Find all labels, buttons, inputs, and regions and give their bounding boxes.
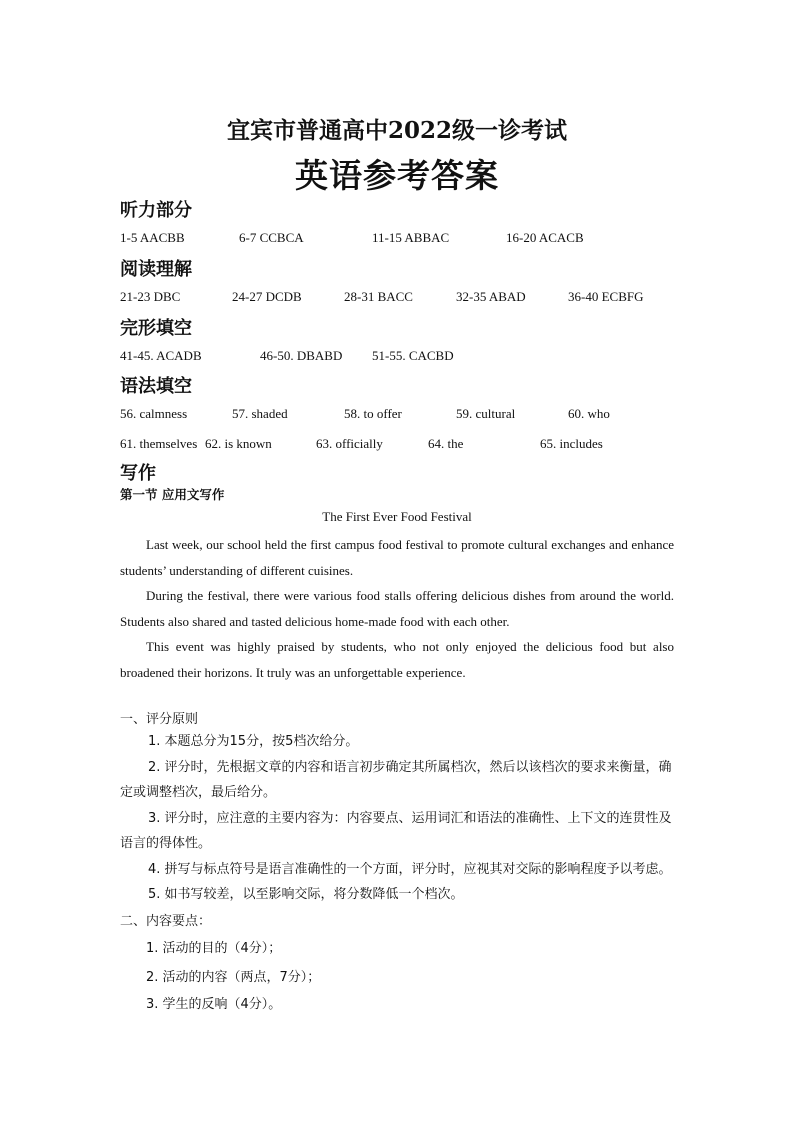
essay-title: The First Ever Food Festival xyxy=(322,509,472,524)
answer-item: 63. officially xyxy=(316,436,383,451)
answer-group: 1-5 AACBB xyxy=(120,230,185,245)
answer-group: 32-35 ABAD xyxy=(456,289,526,304)
page-subtitle: 英语参考答案 xyxy=(295,156,499,195)
answer-group: 16-20 ACACB xyxy=(506,230,584,245)
answer-group: 28-31 BACC xyxy=(344,289,413,304)
writing-subsection-heading: 第一节 应用文写作 xyxy=(120,487,225,502)
section-heading-cloze: 完形填空 xyxy=(120,318,192,339)
scoring-rules xyxy=(120,729,676,908)
scoring-heading: 一、评分原则 xyxy=(120,712,199,727)
section-heading-grammar: 语法填空 xyxy=(120,376,192,397)
essay-paragraph: Last week, our school held the first campus food festival to promote cultural exchanges and enhance students’ understanding of different cuisines. xyxy=(120,537,674,578)
scoring-rule: 5. 如书写较差，以至影响交际，将分数降低一个档次。 xyxy=(148,887,464,902)
answer-group: 21-23 DBC xyxy=(120,289,181,304)
sample-essay xyxy=(120,532,674,685)
answer-item: 61. themselves xyxy=(120,436,198,451)
answer-item: 57. shaded xyxy=(232,406,288,421)
answer-group: 41-45. ACADB xyxy=(120,348,202,363)
answer-item: 60. who xyxy=(568,406,610,421)
essay-paragraph: During the festival, there were various food stalls offering delicious dishes from around the world. Students also shared and tasted delicious home-made food with each other. xyxy=(120,588,674,629)
answer-item: 58. to offer xyxy=(344,406,402,421)
section-heading-writing: 写作 xyxy=(120,463,156,484)
answer-item: 62. is known xyxy=(205,436,272,451)
answer-item: 56. calmness xyxy=(120,406,188,421)
content-points-heading: 二、内容要点： xyxy=(120,914,212,929)
scoring-rule: 1. 本题总分为15分，按5档次给分。 xyxy=(148,734,359,749)
answer-group: 6-7 CCBCA xyxy=(239,230,304,245)
section-heading-listening: 听力部分 xyxy=(120,200,192,221)
scoring-rule: 3. 评分时，应注意的主要内容为：内容要点、运用词汇和语法的准确性、上下文的连贯性及语言的得体性。 xyxy=(120,810,672,851)
content-point: 3. 学生的反响（4分）。 xyxy=(146,997,282,1012)
answer-group: 24-27 DCDB xyxy=(232,289,302,304)
content-point: 1. 活动的目的（4分）； xyxy=(146,941,282,956)
answer-group: 11-15 ABBAC xyxy=(372,230,450,245)
page-title: 宜宾市普通高中2022级一诊考试 xyxy=(226,117,567,144)
essay-paragraph: This event was highly praised by students, who not only enjoyed the delicious food but also broadened their horizons. It truly was an unforgettable experience. xyxy=(120,639,674,680)
scoring-rule: 4. 拼写与标点符号是语言准确性的一个方面，评分时，应视其对交际的影响程度予以考虑。 xyxy=(148,861,672,877)
content-point: 2. 活动的内容（两点，7分）； xyxy=(146,970,321,985)
scoring-rule: 2. 评分时，先根据文章的内容和语言初步确定其所属档次，然后以该档次的要求来衡量，确定或调整档次，最后给分。 xyxy=(120,759,672,800)
answer-item: 64. the xyxy=(428,436,464,451)
answer-item: 65. includes xyxy=(540,436,603,451)
answer-group: 36-40 ECBFG xyxy=(568,289,644,304)
answer-group: 46-50. DBABD xyxy=(260,348,343,363)
answer-item: 59. cultural xyxy=(456,406,516,421)
section-heading-reading: 阅读理解 xyxy=(120,259,192,280)
answer-group: 51-55. CACBD xyxy=(372,348,454,363)
